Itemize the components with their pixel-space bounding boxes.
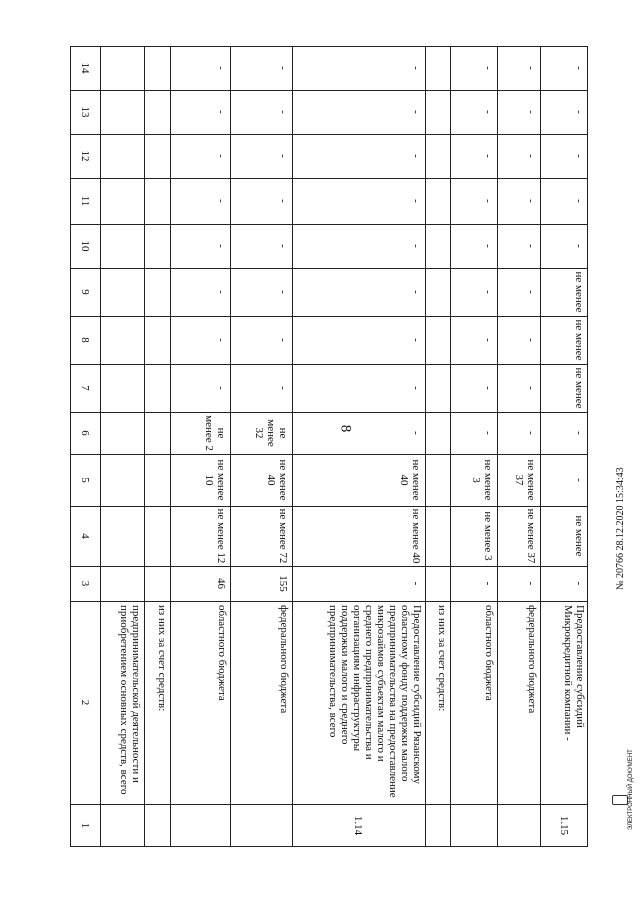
table-cell: не менее 40 [410, 508, 422, 564]
table-cell: - [215, 290, 227, 294]
table-cell [100, 46, 144, 90]
column-header: 9 [79, 289, 91, 295]
table-cell: - [482, 581, 494, 586]
table-cell [100, 224, 144, 268]
table-cell: - [525, 66, 537, 70]
row-number [497, 804, 540, 847]
table-cell [144, 454, 170, 506]
table-cell [144, 566, 170, 601]
table-cell [100, 268, 144, 316]
table-cell: - [277, 199, 289, 203]
row-description: Предоставление субсидий Рязанскому областному фонду поддержки малого предпринимательства на предоставление микрозаймов субъектам малого и среднего предпринимательства и организациям инфраструктуры поддержки малого и среднего предпринимательства, всего [327, 605, 423, 798]
table-cell: не менее 3 [470, 459, 494, 501]
table-cell: - [525, 581, 537, 586]
table-cell: - [525, 386, 537, 390]
row-number [144, 804, 170, 847]
table-cell: - [410, 66, 422, 70]
table-cell [425, 46, 450, 90]
table-cell: - [410, 431, 422, 435]
table-cell [144, 268, 170, 316]
table-cell [100, 412, 144, 454]
column-header: 12 [79, 150, 91, 162]
table-cell: не менее 3 [482, 511, 494, 561]
table-cell: - [482, 338, 494, 342]
table-cell: - [277, 386, 289, 390]
table-cell: 46 [215, 578, 227, 589]
table-cell [100, 134, 144, 178]
table-cell [100, 316, 144, 364]
table-cell: - [215, 386, 227, 390]
table-cell: - [482, 431, 494, 435]
stamp-label: ЭЛЕКТРОННЫЙ ДОКУМЕНТ [628, 749, 634, 830]
table-cell: - [410, 386, 422, 390]
data-table [70, 46, 588, 847]
table-cell [144, 364, 170, 412]
column-header: 5 [79, 477, 91, 483]
table-cell: - [215, 66, 227, 70]
table-cell: - [277, 338, 289, 342]
table-cell: - [573, 66, 585, 70]
table-cell [425, 224, 450, 268]
table-cell: - [410, 338, 422, 342]
table-cell: - [482, 199, 494, 203]
column-header: 11 [79, 195, 91, 207]
table-cell [425, 412, 450, 454]
row-description: областного бюджета [483, 605, 495, 701]
row-description: из них за счет средств: [436, 605, 448, 712]
table-cell: - [482, 154, 494, 158]
row-description: Предоставление субсидий Микрокредитной компании - [562, 605, 586, 741]
table-cell: не менее 12 [215, 508, 227, 564]
table-cell: - [525, 199, 537, 203]
table-cell: - [573, 199, 585, 203]
table-cell: не менее 37 [513, 459, 537, 501]
table-cell: не менее 2 [203, 415, 227, 451]
table-cell: - [482, 244, 494, 248]
table-cell: не менее 40 [398, 459, 422, 501]
table-cell: не менее 10 [203, 459, 227, 501]
table-cell [425, 316, 450, 364]
column-header: 3 [79, 580, 91, 587]
row-number [100, 804, 144, 847]
table-cell: - [215, 338, 227, 342]
table-cell: - [277, 290, 289, 294]
column-header: 7 [79, 385, 91, 391]
table-cell [100, 178, 144, 224]
table-cell [425, 364, 450, 412]
row-number [170, 804, 230, 847]
table-cell: - [482, 386, 494, 390]
table-cell: не менее 72 [277, 508, 289, 564]
row-number [450, 804, 497, 847]
table-cell: не менее [573, 271, 585, 313]
table-cell: - [482, 290, 494, 294]
table-cell [100, 506, 144, 566]
table-cell: не менее [573, 515, 585, 557]
table-cell: - [573, 431, 585, 435]
column-header: 2 [79, 699, 91, 706]
table-cell [425, 506, 450, 566]
column-header: 10 [79, 240, 91, 252]
table-cell [144, 178, 170, 224]
table-cell [100, 454, 144, 506]
table-cell: - [573, 581, 585, 586]
table-cell: - [215, 110, 227, 114]
row-description: предпринимательской деятельности и приобретением основных средств, всего [118, 605, 142, 795]
table-cell: не менее [573, 367, 585, 409]
row-description: из них за счет средств: [156, 605, 168, 712]
table-cell [100, 90, 144, 134]
table-cell [144, 316, 170, 364]
table-cell: - [410, 290, 422, 294]
table-cell: - [215, 244, 227, 248]
row-number [230, 804, 292, 847]
table-cell [144, 134, 170, 178]
table-cell [144, 90, 170, 134]
table-cell: не менее 40 [265, 459, 289, 501]
table-cell: - [573, 110, 585, 114]
table-cell: - [573, 154, 585, 158]
table-cell: не менее 32 [253, 419, 289, 447]
table-cell [425, 268, 450, 316]
table-cell: - [215, 199, 227, 203]
table-cell [144, 224, 170, 268]
table-cell: - [482, 66, 494, 70]
table-cell: - [525, 110, 537, 114]
column-header: 14 [79, 62, 91, 74]
table-cell: - [410, 110, 422, 114]
table-cell: - [482, 110, 494, 114]
table-cell [144, 46, 170, 90]
table-cell: не менее 37 [525, 508, 537, 564]
page-number: 8 [337, 424, 354, 433]
table-cell: - [410, 199, 422, 203]
table-cell: - [277, 244, 289, 248]
table-cell: - [525, 244, 537, 248]
table-cell [100, 566, 144, 601]
table-cell: - [525, 431, 537, 435]
table-cell [425, 454, 450, 506]
table-cell: - [410, 581, 422, 586]
column-header: 1 [79, 822, 91, 829]
registration-footer: № 20766 28.12.2020 15:34:43 [615, 467, 626, 590]
table-cell: - [277, 110, 289, 114]
table-cell: - [525, 290, 537, 294]
table-cell: - [410, 154, 422, 158]
column-header: 6 [79, 430, 91, 436]
table-cell [425, 178, 450, 224]
table-cell: - [525, 338, 537, 342]
row-description: федерального бюджета [526, 605, 538, 714]
row-number: 1.14 [352, 815, 365, 836]
column-header: 4 [79, 533, 91, 539]
table-cell: - [277, 154, 289, 158]
table-cell [144, 412, 170, 454]
table-cell: - [573, 244, 585, 248]
table-cell: не менее [573, 319, 585, 361]
document-stamp-icon [612, 795, 628, 805]
table-cell [425, 90, 450, 134]
table-cell [144, 506, 170, 566]
column-header: 13 [79, 106, 91, 118]
table-cell: 155 [277, 575, 289, 592]
table-cell: - [410, 244, 422, 248]
column-header: 8 [79, 337, 91, 343]
row-number [425, 804, 450, 847]
table-cell [425, 134, 450, 178]
table-cell: - [525, 154, 537, 158]
row-description: федерального бюджета [278, 605, 290, 714]
table-cell: - [215, 154, 227, 158]
row-description: областного бюджета [216, 605, 228, 701]
table-cell: - [573, 478, 585, 482]
row-number: 1.15 [558, 815, 570, 836]
table-cell [100, 364, 144, 412]
table-cell: - [277, 66, 289, 70]
table-cell [425, 566, 450, 601]
